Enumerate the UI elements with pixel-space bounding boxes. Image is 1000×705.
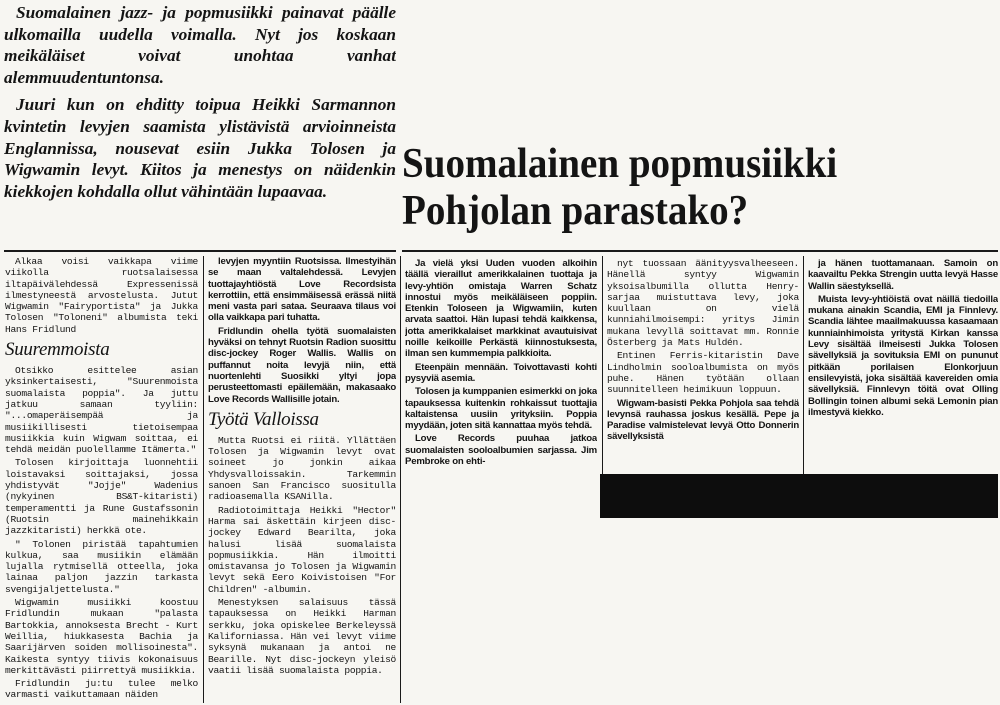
col4-paragraph-1: nyt tuossaan äänityysvalheeseen. Hänellä syntyy Wigwamin yksoisalbumilla ollutta Henry-sarjaa muistuttava levy, joka kuullaan on vielä kunniahilmoisempi: yritys Jimin mukana levyllä soittavat mm. Ronnie Österberg ja Mats Huldén. bbox=[607, 258, 799, 349]
subheading-suuremmoista: Suuremmoista bbox=[5, 339, 110, 361]
col2-paragraph-4: Radiotoimittaja Heikki "Hector" Harma sai äskettäin kirjeen disc-jockey Edward Bearilta, joka halusi lisää suomalaista popmusiikkia. Hän ilmoitti omistavansa jo Tolosen ja Wigwamin levyt sekä Eero Koivistoisen "For Children" -albumin. bbox=[208, 504, 396, 595]
column-divider-2 bbox=[400, 256, 401, 703]
article-column-5 bbox=[808, 258, 998, 472]
col5-paragraph-1: ja hänen tuottamanaan. Samoin on kaavailtu Pekka Strengin uutta levyä Hasse Wallin säestyksellä. bbox=[808, 258, 998, 292]
article-column-4 bbox=[607, 258, 799, 472]
col2-paragraph-3: Mutta Ruotsi ei riitä. Yllättäen Tolosen ja Wigwamin levyt ovat soineet jo jonkin aikaa Yhdysvalloissakin. Tarkemmin sanoen San Francisco suositulla radioasemalla KSANilla. bbox=[208, 434, 396, 503]
col2-paragraph-2: Fridlundin ohella työtä suomalaisten hyväksi on tehnyt Ruotsin Radion suosittu disc-jockey Roger Wallis. Wallis on puffannut noita levyjä niin, että nuortenlehti Suosikki yltyi jopa perusteettomasti epäilemään, makasaako Love Records Wallisille jotain. bbox=[208, 325, 396, 405]
col3-paragraph-2: Eteenpäin mennään. Toivottavasti kohti pysyviä asemia. bbox=[405, 361, 597, 384]
col3-paragraph-1: Ja vielä yksi Uuden vuoden alkoihin täällä vieraillut amerikkalainen tuottaja ja levy-yhtiön omistaja Warren Schatz innostui myös meikäläiseen poppiin. Etenkin Toloseen ja Wigwamiin, kuten arvata saattoi. Hän lupasi tehdä kaikkensa, jotta amerikkalaiset markkinat avautuisivat noille keikoille Perkästä kiinnostuksesta, ilman sen kummempia palkkioita. bbox=[405, 258, 597, 360]
col1-paragraph-3: Tolosen kirjoittaja luonnehtii loistavaksi soittajaksi, jossa yhdistyvät "Jojje" Wadenius (nykyinen BS&T-kitaristi) temperamentti ja Rune Gustafssonin (Ruotsin mainehikkain jazzkitaristi) herkkä ote. bbox=[5, 457, 198, 537]
headline-line-1: Suomalainen popmusiikki bbox=[402, 141, 838, 187]
article-column-2 bbox=[208, 256, 396, 705]
col4-paragraph-2: Entinen Ferris-kitaristin Dave Lindholmin sooloalbumista on myös puhe. Hänen työtään ollaan suunnitelleen heimikuun loppuun. bbox=[607, 350, 799, 396]
column-divider-1 bbox=[203, 256, 204, 703]
article-column-3 bbox=[405, 258, 597, 518]
black-bar bbox=[600, 474, 998, 518]
headline bbox=[402, 141, 956, 235]
col1-paragraph-6: Fridlundin ju:tu tulee melko varmasti vaikuttamaan näiden bbox=[5, 678, 198, 701]
article-column-1 bbox=[5, 256, 198, 705]
column-divider-4 bbox=[803, 256, 804, 474]
headline-line-2: Pohjolan parastako? bbox=[402, 188, 749, 234]
col2-paragraph-1: levyjen myyntiin Ruotsissa. Ilmestyihän se maan valtalehdessä. Levyjen tuottajayhtiöstä Love Recordsista kerrottiin, että ensimmäisessä erässä niitä meni vasta pari sataa. Seuraava tilaus voi olla vaikkapa pari tuhatta. bbox=[208, 256, 396, 324]
col1-paragraph-4: " Tolonen piristää tapahtumien kulkua, saa musiikin elämään lujalla rytmisellä otteella, joka lainaa paljon jazzin tarkasta svengijaljettelusta." bbox=[5, 538, 198, 595]
col3-paragraph-3: Tolosen ja kumppanien esimerkki on joka tapauksessa kuitenkin rohkaissut tuottajia kaltaistensa uusiin yrityksiin. Poppia myydään, joten sitä kannattaa myös tehdä. bbox=[405, 386, 597, 432]
lead-paragraph-1: Suomalainen jazz- ja popmusiikki painavat päälle ulkomailla uudella voimalla. Nyt jos koskaan meikäläiset voivat unohtaa vanhat alemmuudentuntonsa. bbox=[4, 3, 396, 87]
column-divider-3 bbox=[602, 256, 603, 474]
col1-paragraph-1: Alkaa voisi vaikkapa viime viikolla ruotsalaisessa iltapäivälehdessä Expressenissä ilmestyneestä arvostelusta. Jutut Wigwamin "Fairyportista" ja Jukka Tolosen "Toloneni" albumista teki Hans Fridlund bbox=[5, 256, 198, 335]
col4-paragraph-3: Wigwam-basisti Pekka Pohjola saa tehdä levynsä rauhassa joskus kesällä. Pepe ja Paradise valmistelevat levyä Otto Donnerin sävellyksistä bbox=[607, 397, 799, 443]
lead-rule bbox=[4, 250, 396, 252]
subheading-tyota-valloissa: Työtä Valloissa bbox=[208, 408, 319, 430]
col5-paragraph-2: Muista levy-yhtiöistä ovat näillä tiedoilla mukana ainakin Scandia, EMI ja Finnlevy. Scandia lähtee maailmakuussa kasaamaan kunniainhimoista yritystä Kirkan kanssa Levy sisältää ilmeisesti Jukka Tolosen sävellyksiä ja sovituksia EMI on pununut pitkään porilaisen Elonkorjuun ensilevyistä, joka sisältää kavereiden omia sävellyksiä. Finnlevyn töitä ovat Olling Bollingin toinen albumi sekä Lemonin pian ilmestyvä kiekko. bbox=[808, 293, 998, 418]
col2-paragraph-5: Menestyksen salaisuus tässä tapauksessa on Heikki Harman serkku, joka opiskelee Berkeleyssä Kaliforniassa. Hän vei levyt viime syksynä mukanaan ja antoi ne Bearille. Nyt disc-jockeyn yleisö vaatii lisää suomalaista poppia. bbox=[208, 597, 396, 676]
headline-rule bbox=[402, 250, 998, 252]
col1-paragraph-2: Otsikko esittelee asian yksinkertaisesti, "Suurenmoista suomalaista poppia". Ja juttu jatkuu samaan tyyliin: "...omaperäisempää ja musiikillisesti tietoisempaa musiikkia kuin Wigwam soittaa, ei tehdä meidän puolellamme Itämerta." bbox=[5, 365, 198, 456]
lead-paragraphs bbox=[4, 2, 396, 208]
col1-paragraph-5: Wigwamin musiikki koostuu Fridlundin mukaan "palasta Bartokkia, annoksesta Brecht - Kurt Weillia, hiukkasesta Bachia ja Saarijärven soiden mollisoinesta". Kaikesta syntyy tiivis kokonaisuus merkittävästi piirrettyä musiikkia. bbox=[5, 597, 198, 676]
col3-paragraph-4: Love Records puuhaa jatkoa suomalaisten sooloalbumien sarjassa. Jim Pembroke on ehti- bbox=[405, 433, 597, 468]
lead-paragraph-2: Juuri kun on ehditty toipua Heikki Sarmannon kvintetin levyjen saamista ylistävistä arvioinneista Englannissa, nousevat esiin Jukka Tolosen ja Wigwamin levyt. Kiitos ja menestys on näidenkin kiekkojen kohdalla ollut vähintään lupaavaa. bbox=[4, 95, 396, 201]
